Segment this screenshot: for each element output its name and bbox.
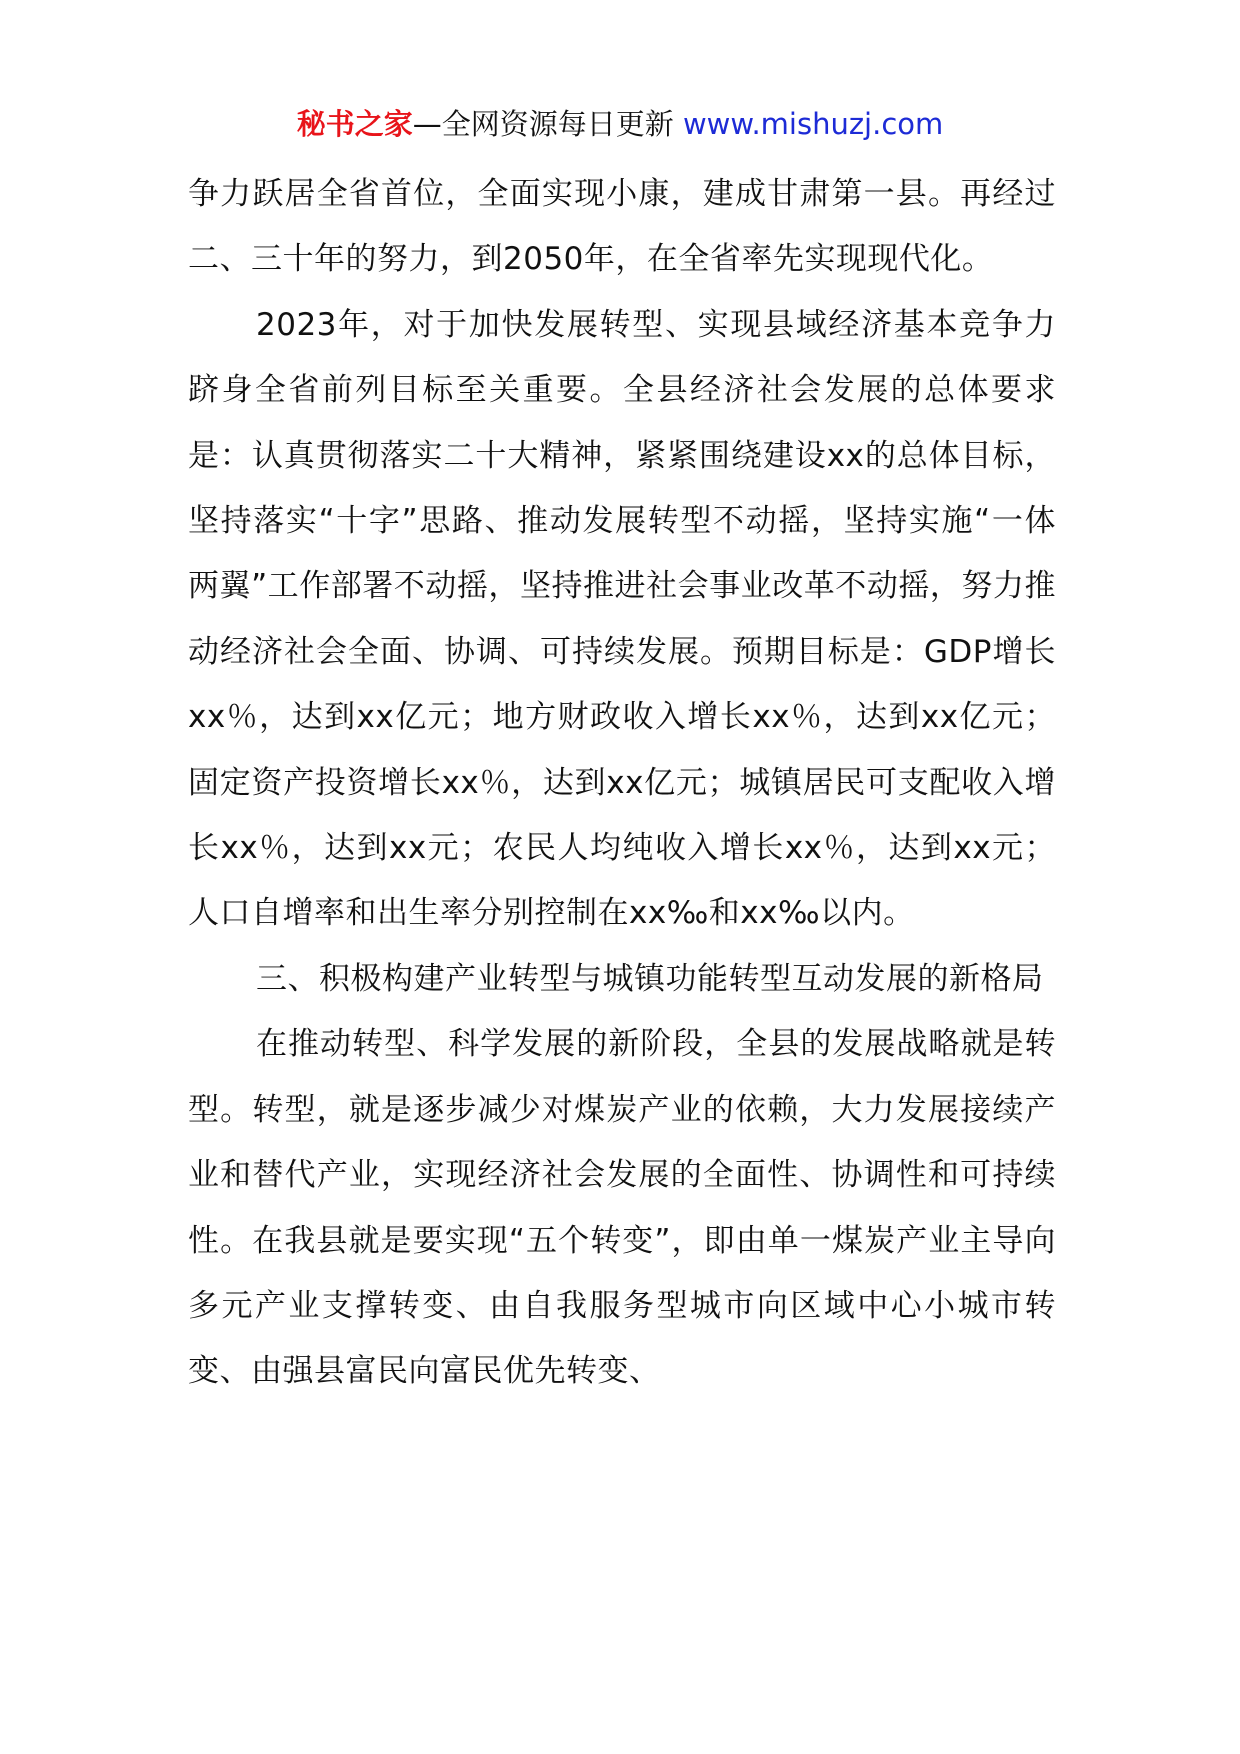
paragraph-1: 争力跃居全省首位，全面实现小康，建成甘肃第一县。再经过二、三十年的努力，到2050年，在全省率先实现现代化。 [188,176,1056,278]
document-body [188,162,1056,1405]
page-header [0,104,1240,144]
paragraph-3: 在推动转型、科学发展的新阶段，全县的发展战略就是转型。转型，就是逐步减少对煤炭产业的依赖，大力发展接续产业和替代产业，实现经济社会发展的全面性、协调性和可持续性。在我县就是要实现“五个转变”，即由单一煤炭产业主导向多元产业支撑转变、由自我服务型城市向区域中心小城市转变、由强县富民向富民优先转变、 [188,1026,1056,1390]
paragraph-2: 2023年，对于加快发展转型、实现县域经济基本竞争力跻身全省前列目标至关重要。全县经济社会发展的总体要求是：认真贯彻落实二十大精神，紧紧围绕建设xx的总体目标，坚持落实“十字”思路、推动发展转型不动摇，坚持实施“一体两翼”工作部署不动摇，坚持推进社会事业改革不动摇，努力推动经济社会全面、协调、可持续发展。预期目标是：GDP增长xx％，达到xx亿元；地方财政收入增长xx％，达到xx亿元；固定资产投资增长xx％，达到xx亿元；城镇居民可支配收入增长xx％，达到xx元；农民人均纯收入增长xx％，达到xx元；人口自增率和出生率分别控制在xx‰和xx‰以内。 [188,306,1056,932]
header-brand: 秘书之家 [296,107,413,141]
section-heading: 三、积极构建产业转型与城镇功能转型互动发展的新格局 [256,960,1044,997]
header-url-link[interactable]: www.mishuzj.com [682,107,944,141]
header-tagline: —全网资源每日更新 [412,107,674,141]
